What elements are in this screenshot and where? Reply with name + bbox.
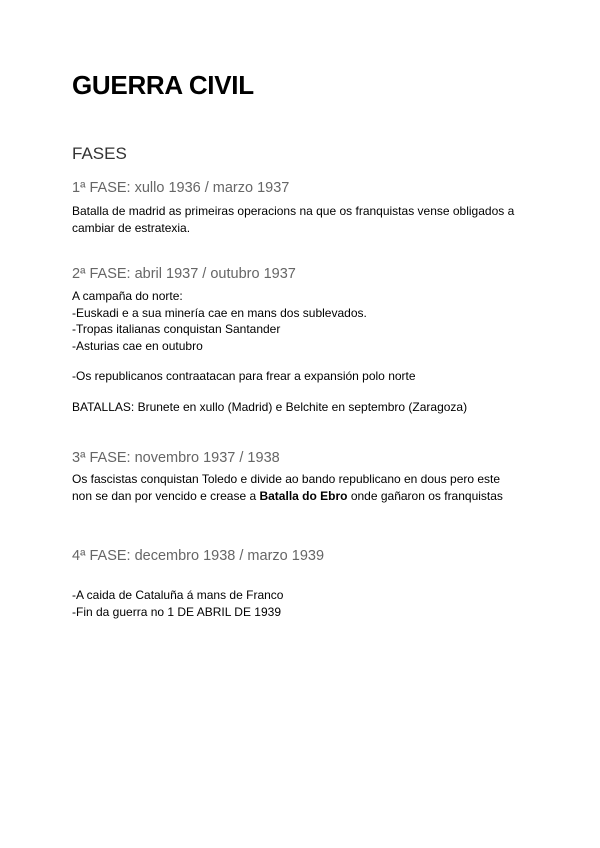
phase-4-line: -A caida de Cataluña á mans de Franco	[72, 588, 284, 602]
phase-2-battles: BATALLAS: Brunete en xullo (Madrid) e Belchite en septembro (Zaragoza)	[72, 399, 468, 414]
phase-2-line: -Tropas italianas conquistan Santander	[72, 322, 281, 336]
phase-3-body	[72, 471, 503, 504]
phase-3-heading: 3ª FASE: novembro 1937 / 1938	[72, 450, 280, 466]
phase-2-body	[72, 288, 467, 415]
phase-1-line: Batalla de madrid as primeiras operacions na que os franquistas vense obligados a	[72, 204, 515, 218]
phase-3-text: non se dan por vencido e crease a	[72, 488, 260, 503]
phase-1-line: cambiar de estratexia.	[72, 220, 191, 235]
phase-2-line: -Asturias cae en outubro	[72, 338, 203, 353]
section-heading: FASES	[72, 144, 127, 163]
phase-1-heading: 1ª FASE: xullo 1936 / marzo 1937	[72, 180, 290, 196]
ebro-battle-emphasis: Batalla do Ebro	[259, 488, 348, 503]
phase-2-line: A campaña do norte:	[72, 289, 183, 303]
phase-2-line: -Euskadi e a sua minería cae en mans dos sublevados.	[72, 305, 367, 320]
phase-4-line: -Fin da guerra no 1 DE ABRIL DE 1939	[72, 604, 282, 619]
phase-4-body	[72, 587, 283, 620]
spacer	[72, 354, 467, 368]
phase-3-line: Os fascistas conquistan Toledo e divide ao bando republicano en dous pero este	[72, 472, 501, 486]
phase-2-note: -Os republicanos contraatacan para frear a expansión polo norte	[72, 369, 416, 383]
phase-4-heading: 4ª FASE: decembro 1938 / marzo 1939	[72, 548, 325, 564]
phase-1-body	[72, 203, 514, 236]
phase-3-line	[72, 488, 503, 505]
phase-2-heading: 2ª FASE: abril 1937 / outubro 1937	[72, 266, 296, 282]
spacer	[72, 385, 467, 399]
document-title: GUERRA CIVIL	[72, 70, 254, 100]
phase-3-text: onde gañaron os franquistas	[347, 488, 503, 503]
